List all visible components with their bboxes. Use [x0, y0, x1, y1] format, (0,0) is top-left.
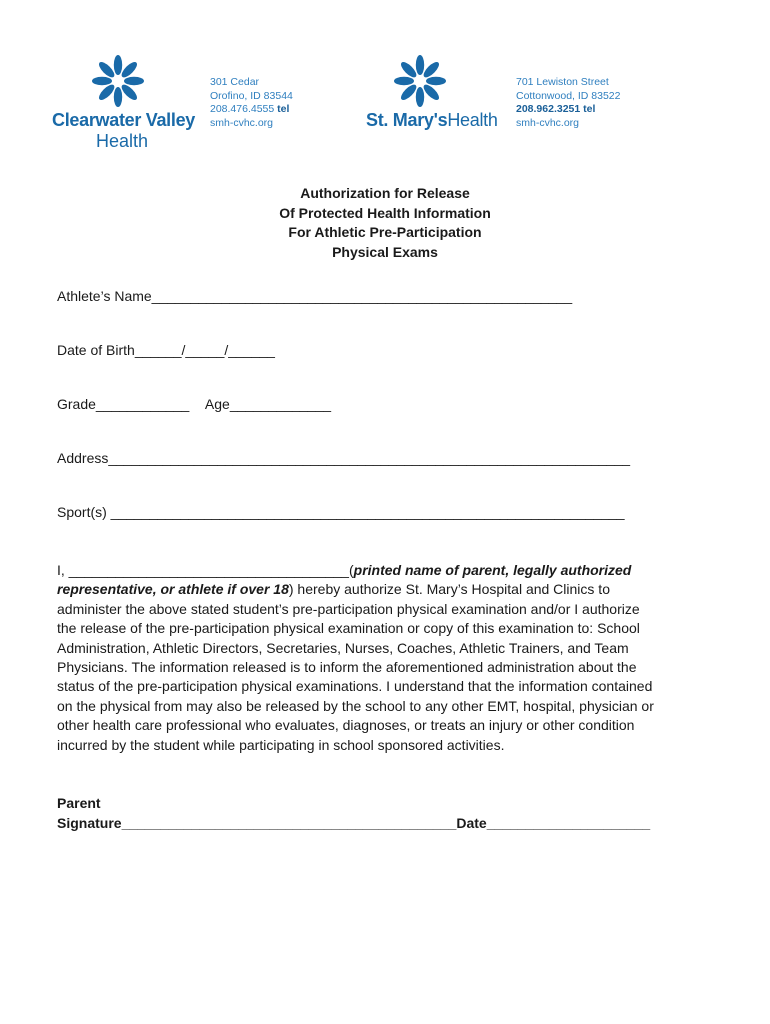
- website: smh-cvhc.org: [516, 116, 580, 129]
- st-marys-name-health: Health: [447, 110, 498, 130]
- paragraph-line: Administration, Athletic Directors, Secretaries, Nurses, Coaches, Athletic Trainers, and Team: [57, 639, 629, 656]
- st-marys-name-part: St. Mary's: [366, 110, 448, 130]
- clearwater-valley-logo: [52, 54, 195, 151]
- clearwater-name: Clearwater Valley: [52, 110, 195, 130]
- paragraph-emphasis: representative, or athlete if over 18: [57, 581, 289, 598]
- phone-number: 208.962.3251: [516, 103, 581, 115]
- signature-label: Parent: [57, 795, 101, 811]
- tel-label: tel: [277, 103, 290, 115]
- starburst-logo-icon: [366, 54, 494, 110]
- paragraph-line: other health care professional who evaluates, diagnoses, or treats an injury or other condition: [57, 717, 635, 734]
- authorization-paragraph: [57, 561, 717, 755]
- tel-label: tel: [583, 103, 596, 115]
- paragraph-line: on the physical from may also be released by the school to any other EMT, hospital, physician or: [57, 697, 654, 714]
- title-line: Of Protected Health Information: [279, 204, 491, 221]
- address-line: Cottonwood, ID 83522: [516, 89, 621, 102]
- paragraph-line: the release of the pre-participation physical examination or copy of this examination to: School: [57, 620, 640, 637]
- age-field[interactable]: Age_____________: [204, 396, 332, 412]
- paragraph-text: ) hereby authorize St. Mary’s Hospital and Clinics to: [288, 581, 610, 598]
- paragraph-line: status of the pre-participation physical examinations. I understand that the information contained: [57, 678, 653, 695]
- grade-field[interactable]: Grade____________: [57, 396, 190, 412]
- clearwater-name-health: Health: [96, 131, 149, 151]
- starburst-logo-icon: [52, 54, 192, 110]
- address-line: 701 Lewiston Street: [516, 76, 609, 88]
- st-marys-logo: [366, 54, 498, 130]
- st-marys-address-block: [516, 76, 621, 130]
- grade-age-row: [57, 396, 331, 412]
- paragraph-line: [57, 580, 717, 599]
- signature-block: [57, 793, 650, 833]
- title-line: Physical Exams: [332, 243, 438, 260]
- st-marys-name: [366, 110, 498, 131]
- title-line: For Athletic Pre-Participation: [288, 224, 482, 240]
- clearwater-address-block: [210, 76, 293, 130]
- address-line: 301 Cedar: [210, 76, 260, 88]
- paragraph-line: incurred by the student while participating in school sponsored activities.: [57, 736, 505, 753]
- date-of-birth-field[interactable]: Date of Birth______/_____/______: [57, 342, 275, 358]
- address-line: Orofino, ID 83544: [210, 89, 293, 102]
- phone-line: [516, 103, 621, 117]
- website: smh-cvhc.org: [210, 116, 274, 129]
- signature-date-field[interactable]: Signature___________________________________________Date_____________________: [57, 815, 651, 831]
- parent-name-blank[interactable]: I, ____________________________________(: [57, 562, 354, 578]
- athlete-name-field[interactable]: Athlete’s Name______________________________________________________: [57, 288, 573, 304]
- paragraph-emphasis: printed name of parent, legally authorized: [353, 562, 632, 578]
- sports-field[interactable]: Sport(s) __________________________________________________________________: [57, 504, 625, 520]
- address-field[interactable]: Address___________________________________________________________________: [57, 450, 631, 466]
- title-line: Authorization for Release: [300, 185, 470, 201]
- paragraph-line: administer the above stated student’s pre-participation physical examination and/or I authorize: [57, 600, 640, 617]
- phone-number: 208.476.4555: [210, 103, 275, 115]
- paragraph-line: Physicians. The information released is to inform the aforementioned administration about the: [57, 659, 637, 676]
- phone-line: [210, 103, 293, 117]
- paragraph-line: [57, 561, 717, 580]
- document-title: [0, 184, 770, 262]
